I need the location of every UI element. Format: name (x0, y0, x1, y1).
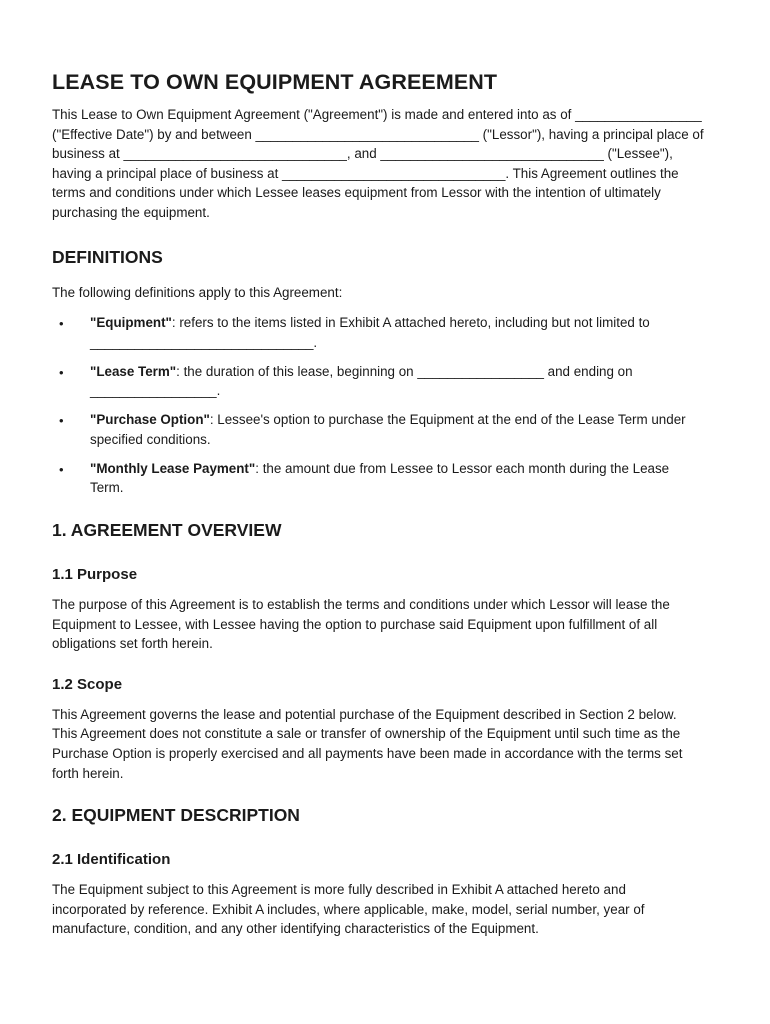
section-1-1-text: The purpose of this Agreement is to establish the terms and conditions under which Lessor will lease the Equipment to Lessee, with Lessee having the option to purchase said Equipment upon fulfillment of all obligations set forth herein. (52, 597, 670, 652)
definition-term: "Monthly Lease Payment" (90, 460, 256, 476)
section-2-1-heading: 2.1 Identification (52, 851, 171, 869)
definition-term: "Equipment" (90, 315, 172, 331)
definition-text: : the duration of this lease, beginning on _________________ and ending on _________________. (90, 363, 633, 399)
bullet-icon: • (59, 316, 64, 332)
definition-item-lease-term (52, 362, 704, 401)
definition-item-monthly-lease-payment (52, 459, 704, 498)
definition-item-equipment (52, 313, 704, 352)
bullet-icon: • (59, 364, 64, 380)
definition-text: : the amount due from Lessee to Lessor each month during the Lease Term. (90, 460, 670, 496)
section-2-heading: 2. EQUIPMENT DESCRIPTION (52, 805, 300, 826)
section-1-heading: 1. AGREEMENT OVERVIEW (52, 520, 282, 541)
section-1-2-text: This Agreement governs the lease and potential purchase of the Equipment described in Section 2 below. This Agreement does not constitute a sale or transfer of ownership of the Equipment until such time as the Purchase Option is properly exercised and all payments have been made in accordance with the terms set forth herein. (52, 706, 683, 781)
definition-item-purchase-option (52, 410, 704, 449)
definition-text: : Lessee's option to purchase the Equipment at the end of the Lease Term under specified conditions. (90, 412, 686, 447)
document-title: LEASE TO OWN EQUIPMENT AGREEMENT (52, 70, 498, 94)
section-1-2-heading: 1.2 Scope (52, 675, 123, 693)
intro-paragraph: This Lease to Own Equipment Agreement ("Agreement") is made and entered into as of _________________ ("Effective Date") by and between ______________________________ ("Lessor"), having a principal place of business at ______________________________, and ______________________________ ("Lessee"), having a principal place of business at ______________________________. This Agreement outlines the terms and conditions under which Lessee leases equipment from Lessor with the intention of ultimately purchasing the equipment. (52, 107, 704, 220)
section-2-1-text: The Equipment subject to this Agreement is more fully described in Exhibit A attached hereto and incorporated by reference. Exhibit A includes, where applicable, make, model, serial number, year of manufacture, condition, and any other identifying characteristics of the Equipment. (52, 882, 645, 937)
bullet-icon: • (59, 413, 64, 429)
bullet-icon: • (59, 461, 64, 477)
definitions-list (52, 313, 704, 498)
definitions-intro: The following definitions apply to this Agreement: (52, 284, 343, 300)
definition-term: "Lease Term" (90, 363, 177, 379)
definition-term: "Purchase Option" (90, 412, 210, 428)
section-1-1-heading: 1.1 Purpose (52, 566, 138, 584)
definition-text: : refers to the items listed in Exhibit A attached hereto, including but not limited to ______________________________. (90, 315, 650, 350)
definitions-heading: DEFINITIONS (52, 246, 163, 267)
